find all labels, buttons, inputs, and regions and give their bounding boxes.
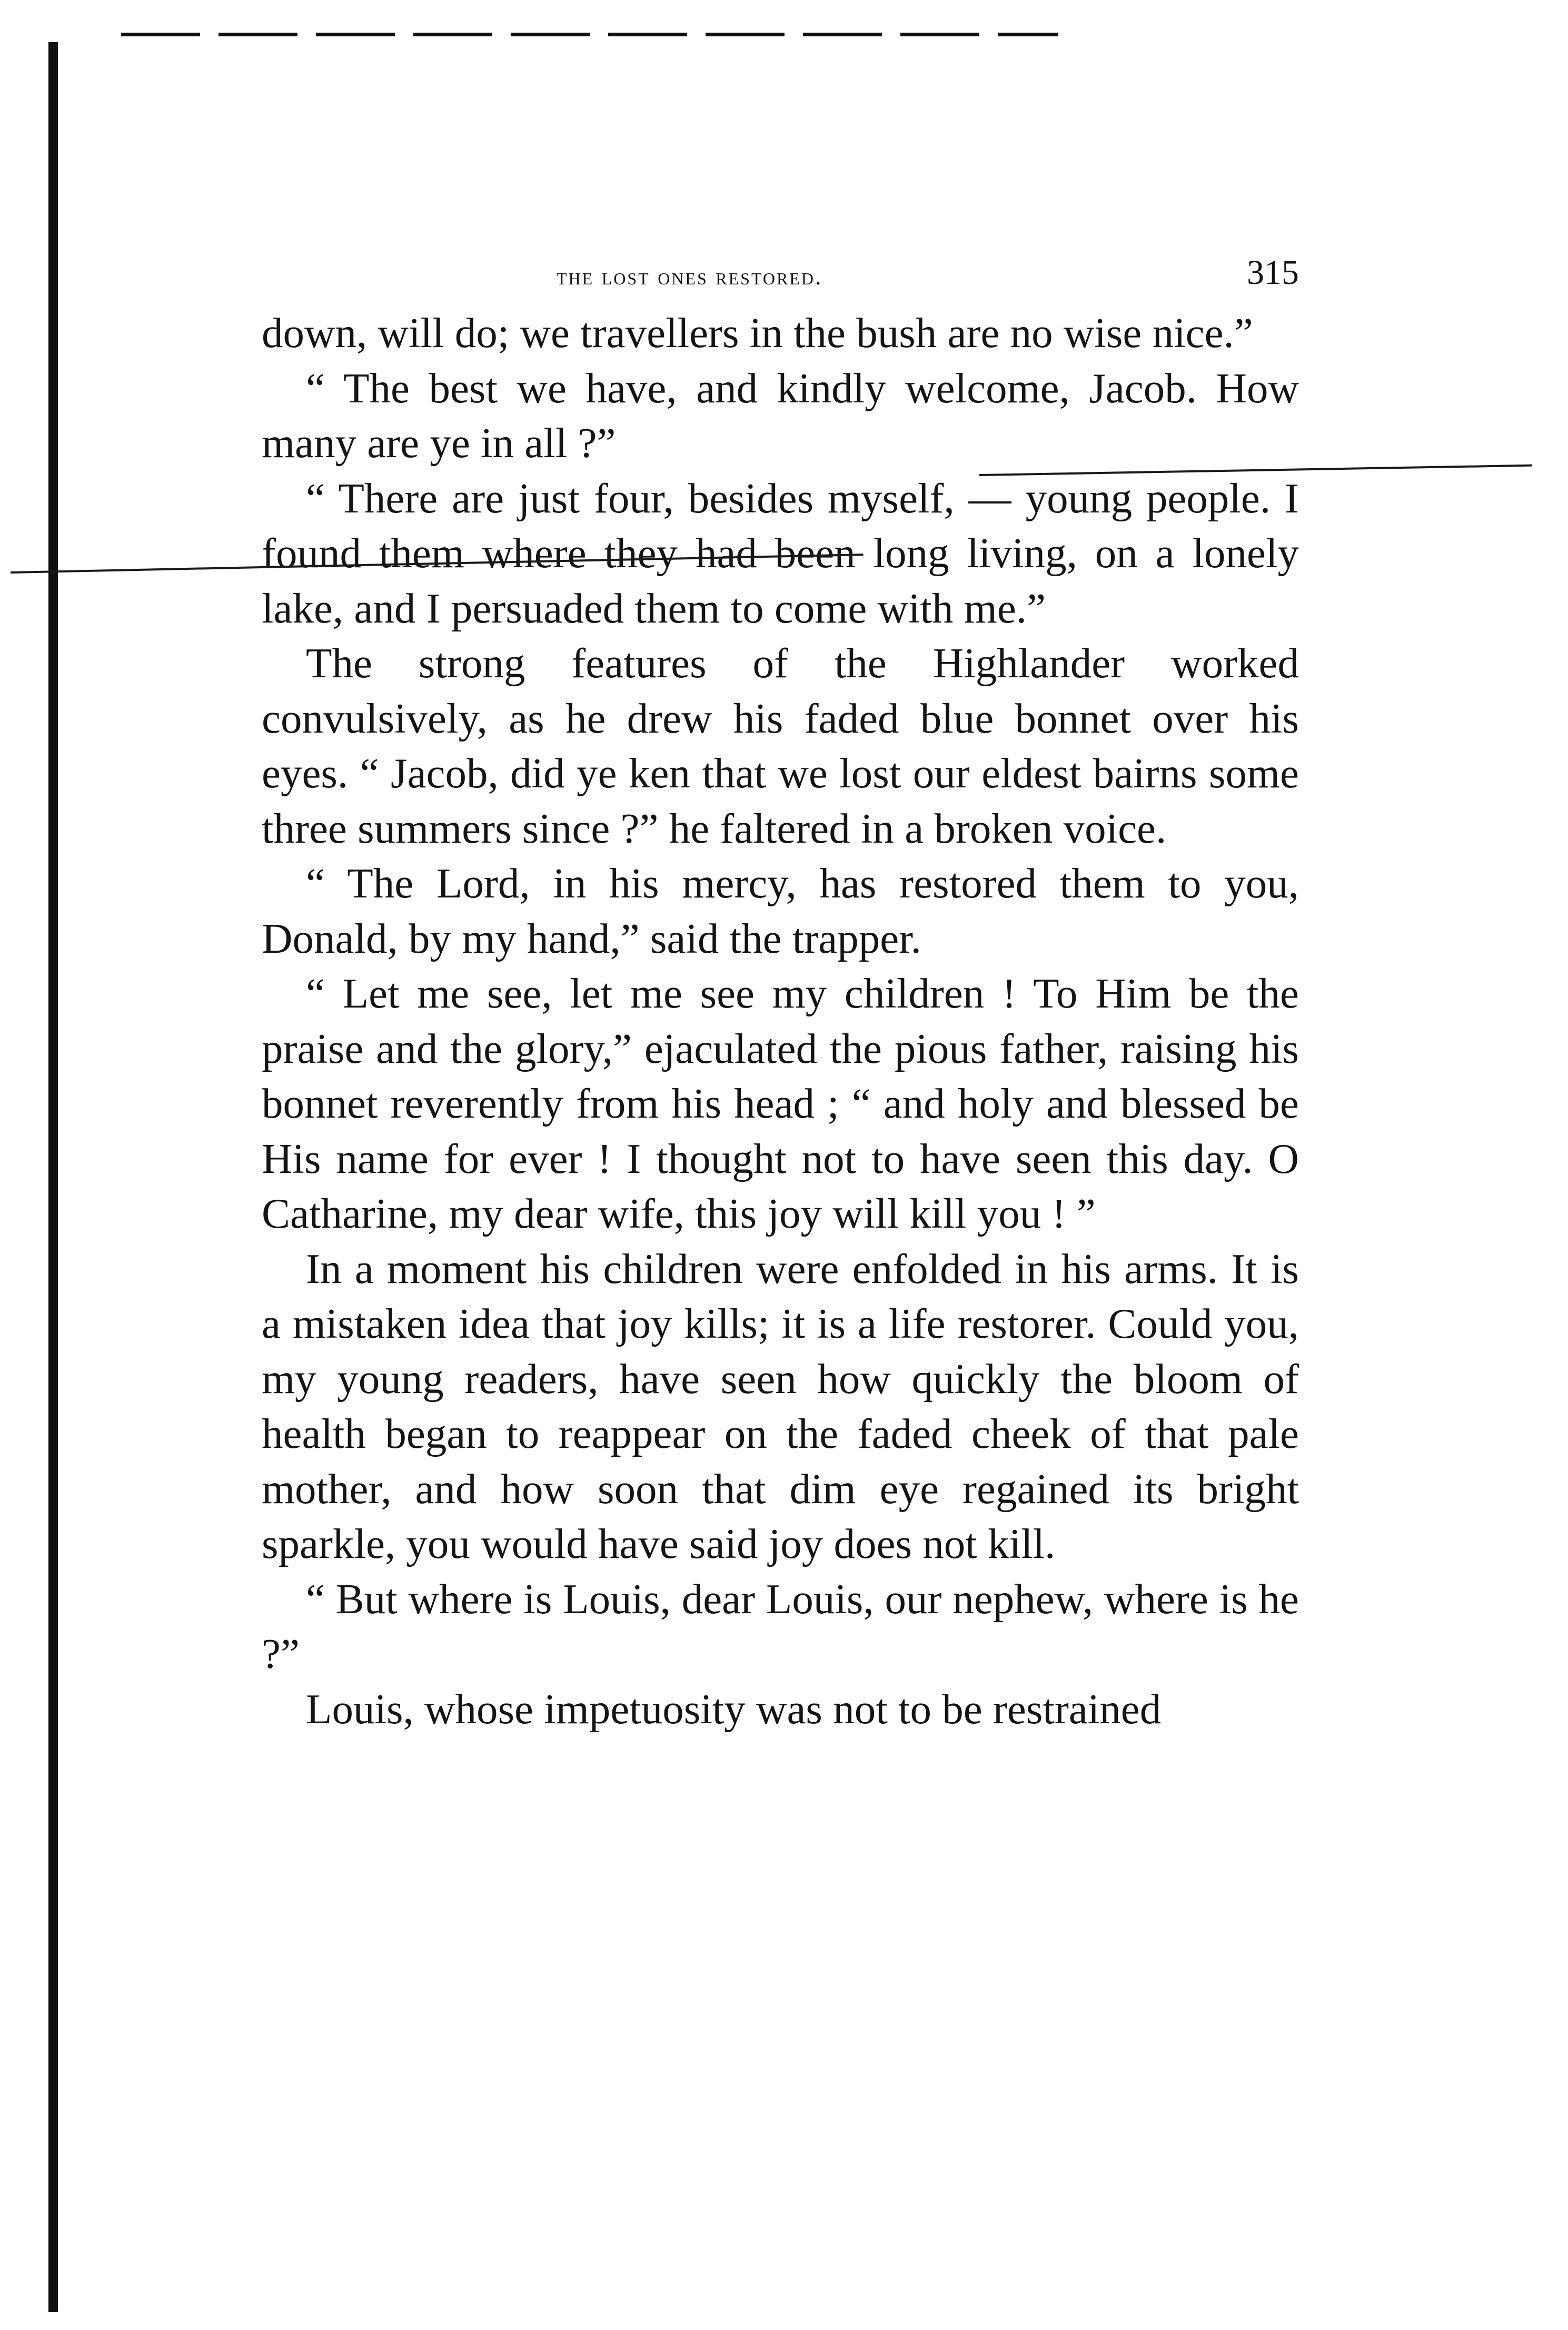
paragraph: down, will do; we travellers in the bush are no wise nice.” <box>262 309 1253 357</box>
paragraph: The strong features of the Highlander worked convulsively, as he drew his faded blue bonnet over his eyes. “ Jacob, did ye ken that we lost our eldest bairns some three summers since ?” he faltered in a broken voice. <box>262 639 1299 852</box>
top-scan-rule <box>121 33 1058 36</box>
page-number: 315 <box>1247 253 1299 292</box>
paragraph: In a moment his children were enfolded in his arms. It is a mistaken idea that joy kills; it is a life restorer. Could you, my young readers, have seen how quickly the bloom of health began to reappear on the faded cheek of that pale mother, and how soon that dim eye regained its bright sparkle, you would have said joy does not kill. <box>262 1245 1299 1567</box>
paragraph: “ The best we have, and kindly welcome, Jacob. How many are ye in all ?” <box>262 364 1299 467</box>
paragraph: Louis, whose impetuosity was not to be restrained <box>306 1685 1162 1733</box>
running-head <box>262 248 1299 305</box>
paragraph: “ Let me see, let me see my children ! To Him be the praise and the glory,” ejaculated the pious father, raising his bonnet reverently from his head ; “ and holy and blessed be His name for ever ! I thought not to have seen this day. O Catharine, my dear wife, this joy will kill you ! ” <box>262 970 1299 1237</box>
binding-edge <box>48 42 58 2312</box>
body-text <box>262 305 1299 1736</box>
paragraph: “ There are just four, besides myself, — young people. I found them where they had been long living, on a lonely lake, and I persuaded them to come with me.” <box>262 474 1299 632</box>
paragraph: “ The Lord, in his mercy, has restored them to you, Donald, by my hand,” said the trapper. <box>262 860 1299 962</box>
paragraph: “ But where is Louis, dear Louis, our nephew, where is he ?” <box>262 1575 1299 1677</box>
running-title: the lost ones restored. <box>557 263 823 290</box>
